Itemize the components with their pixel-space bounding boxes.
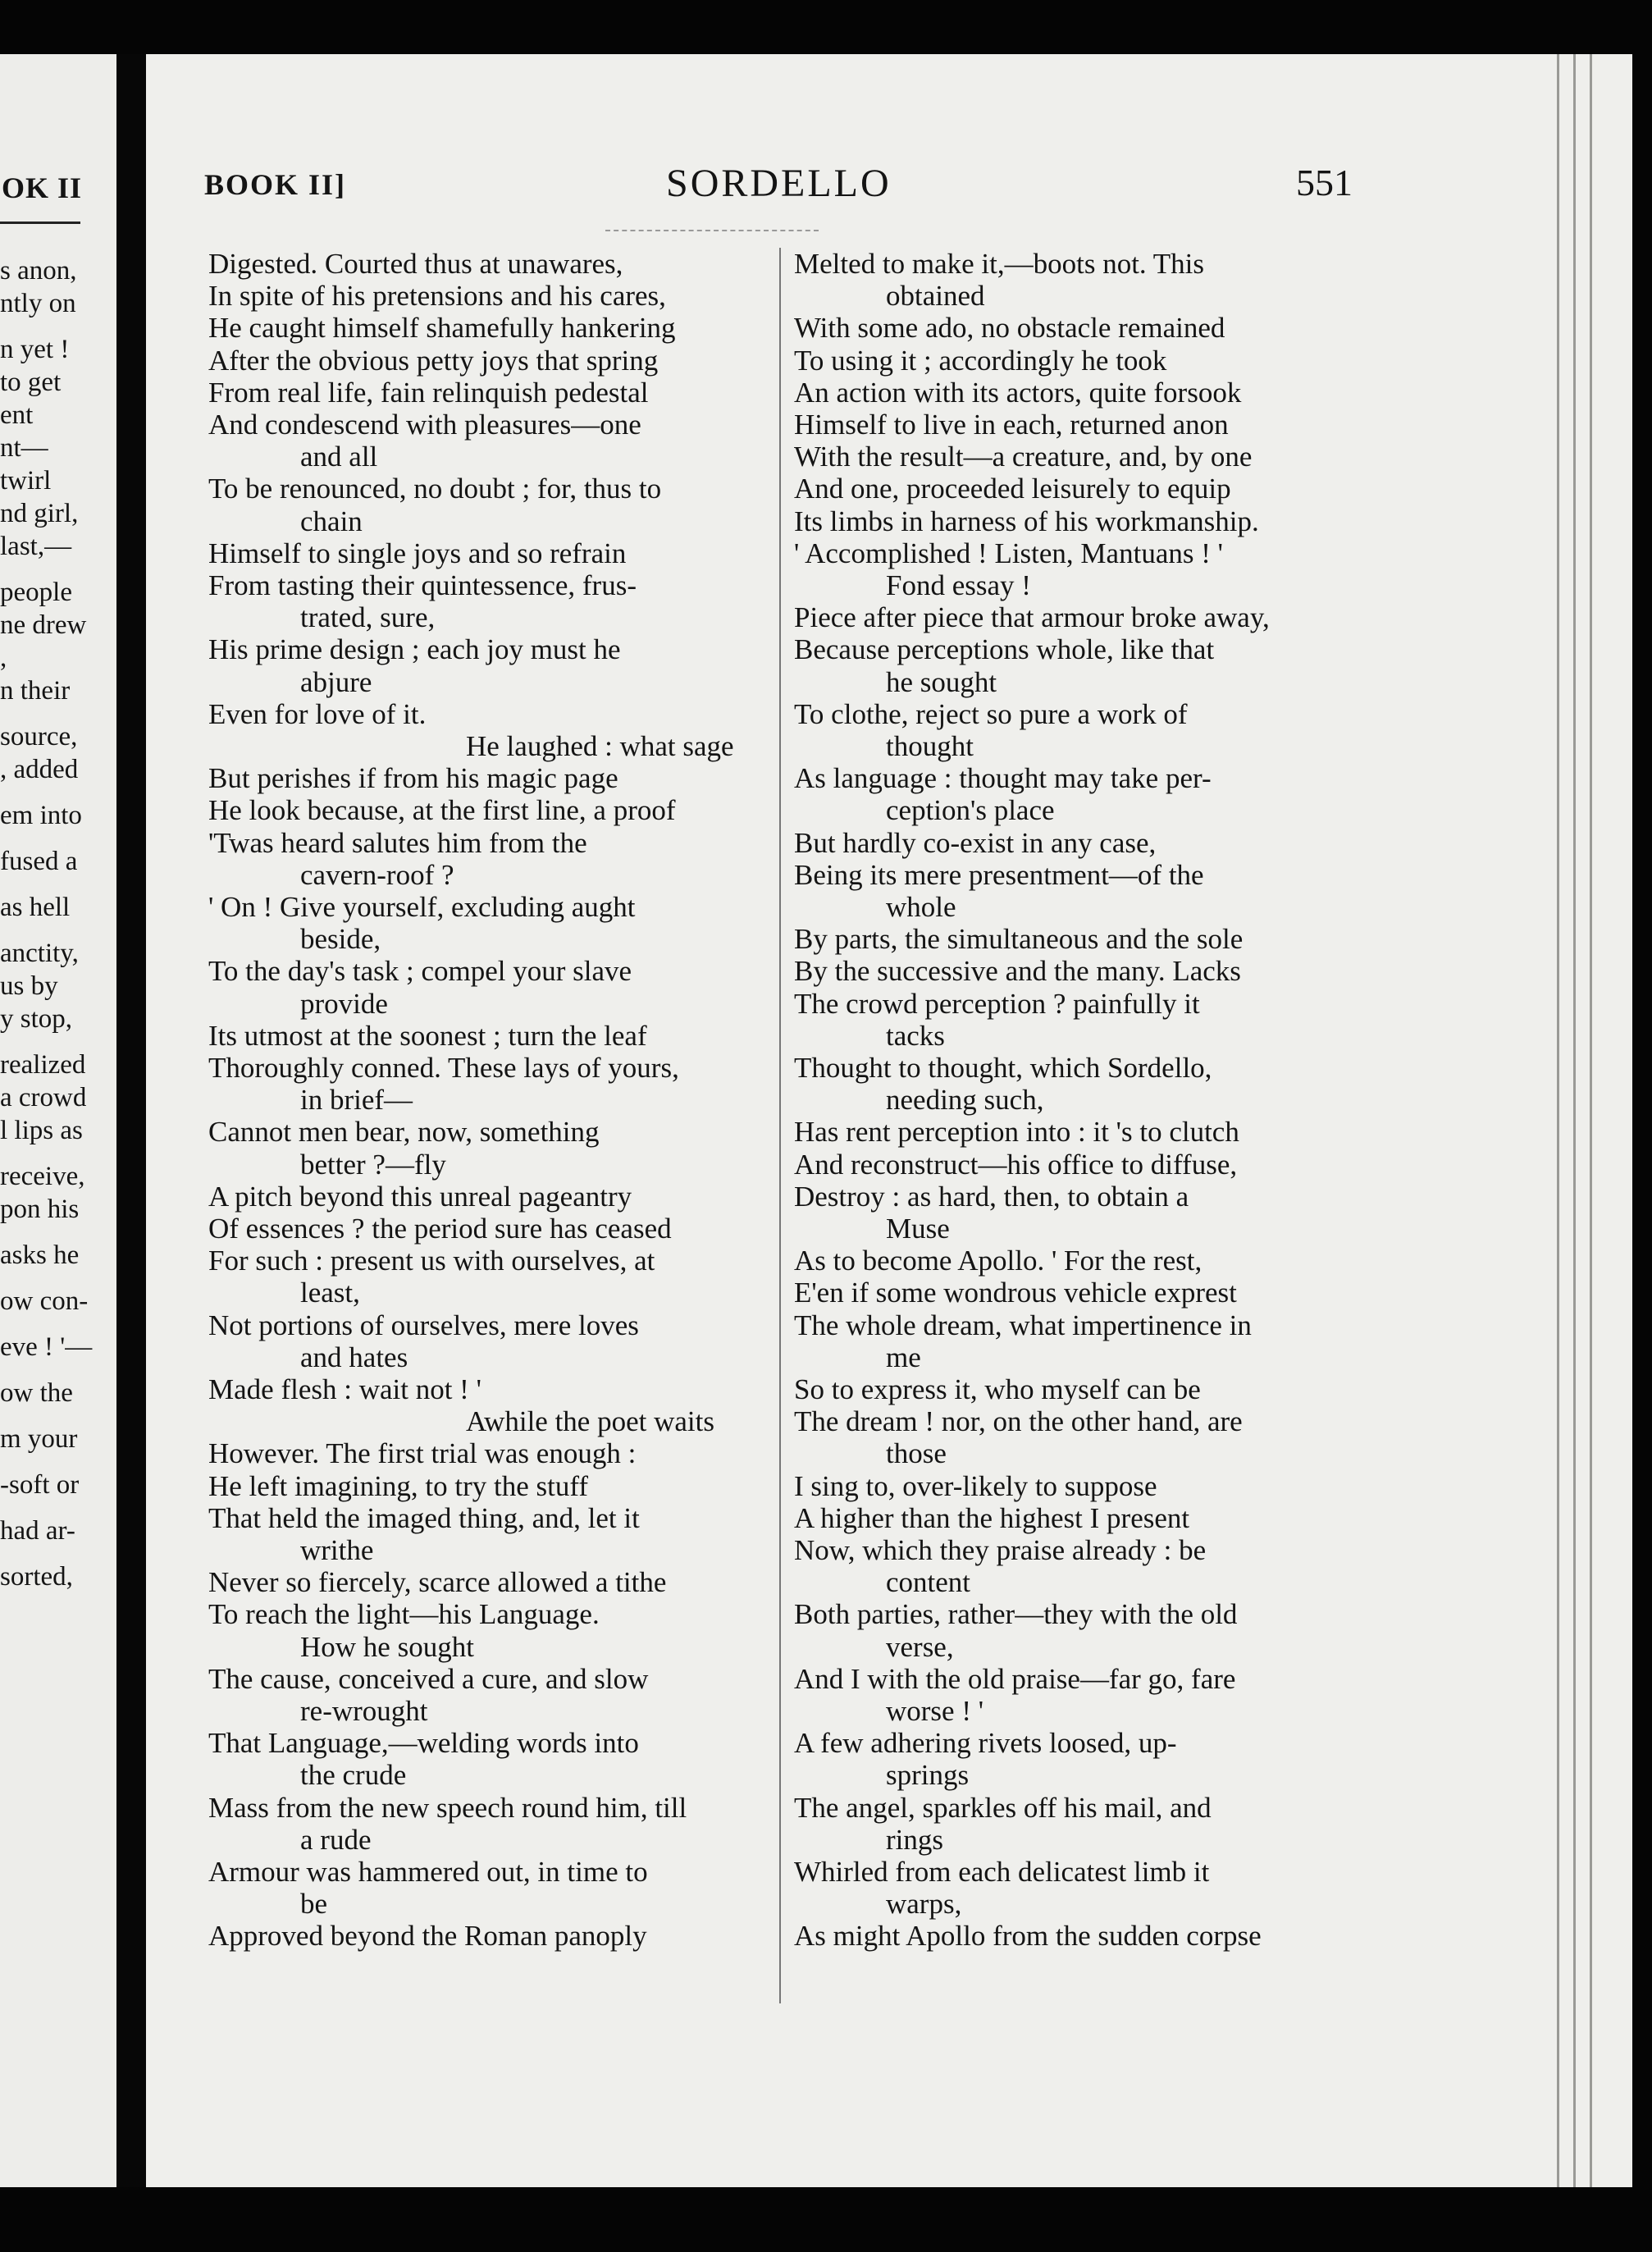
facing-page-line: asks he [0,1240,80,1270]
poem-line: He laughed : what sage [466,730,734,762]
poem-line: Not portions of ourselves, mere loves [208,1309,639,1341]
poem-line: Its limbs in harness of his workmanship. [794,505,1259,537]
poem-line: springs [886,1759,970,1792]
poem-line: he sought [886,665,997,698]
poem-line: Has rent perception into : it 's to clutch [794,1116,1239,1149]
poem-line: Fond essay ! [886,569,1031,601]
poem-line: That Language,—welding words into [208,1727,639,1760]
poem-line: Its utmost at the soonest ; turn the leaf [208,1019,647,1052]
poem-line: cavern-roof ? [300,858,454,891]
poem-line: Because perceptions whole, like that [794,633,1215,666]
facing-page-header: OK II [2,171,83,204]
poem-line: Cannot men bear, now, something [208,1116,600,1149]
poem-line: Melted to make it,—boots not. This [794,248,1205,280]
poem-line: obtained [886,280,985,313]
poem-line: By parts, the simultaneous and the sole [794,923,1244,956]
poem-line: Never so fiercely, scarce allowed a tithe [208,1566,667,1599]
poem-line: And condescend with pleasures—one [208,409,641,441]
facing-page-line: twirl [0,466,52,496]
facing-page-fragment [0,54,116,2187]
facing-page-line: nd girl, [0,499,79,528]
poem-line: worse ! ' [886,1695,984,1727]
facing-page-line: , added [0,755,79,784]
poem-line: For such : present us with ourselves, at [208,1245,655,1277]
poem-line: re-wrought [300,1695,428,1727]
poem-line: tacks [886,1019,945,1052]
facing-page-line: n their [0,676,71,706]
poem-line: rings [886,1823,943,1856]
poem-line: those [886,1437,947,1470]
poem-line: The dream ! nor, on the other hand, are [794,1405,1243,1438]
poem-line: A few adhering rivets loosed, up- [794,1727,1177,1760]
poem-line: Himself to single joys and so refrain [208,537,627,569]
poem-line: Thoroughly conned. These lays of yours, [208,1052,679,1084]
poem-line: 'Twas heard salutes him from the [208,826,587,859]
poem-line: ception's place [886,794,1055,827]
facing-page-line: y stop, [0,1004,73,1034]
poem-line: His prime design ; each joy must he [208,633,621,666]
poem-line: better ?—fly [300,1148,446,1181]
facing-page-rule [0,222,80,224]
book-page [146,54,1632,2187]
facing-page-line: eve ! '— [0,1332,93,1362]
poem-line: As to become Apollo. ' For the rest, [794,1245,1202,1277]
poem-line: I sing to, over-likely to suppose [794,1469,1157,1502]
poem-line: provide [300,987,388,1020]
facing-page-line: ent [0,400,34,430]
poem-line: But perishes if from his magic page [208,762,618,795]
facing-page-line: m your [0,1424,78,1454]
poem-line: Mass from the new speech round him, till [208,1791,687,1824]
running-header-title: SORDELLO [666,162,892,205]
poem-line: He caught himself shamefully hankering [208,312,676,345]
poem-line: Even for love of it. [208,697,427,730]
facing-page-line: as hell [0,893,71,922]
poem-line: Muse [886,1213,950,1245]
poem-line: With some ado, no obstacle remained [794,312,1225,345]
facing-page-line: ow the [0,1378,73,1408]
poem-line: in brief— [300,1084,413,1117]
poem-line: chain [300,505,363,537]
facing-page-line: n yet ! [0,335,70,364]
poem-line: And reconstruct—his office to diffuse, [794,1148,1238,1181]
poem-line: Whirled from each delicatest limb it [794,1856,1210,1888]
poem-line: be [300,1888,328,1921]
poem-line: To be renounced, no doubt ; for, thus to [208,473,662,505]
poem-line: Armour was hammered out, in time to [208,1856,648,1888]
poem-line: A pitch beyond this unreal pageantry [208,1180,632,1213]
facing-page-line: s anon, [0,256,77,285]
poem-line: and all [300,441,378,473]
poem-line: me [886,1341,921,1373]
page-edge-line [1573,54,1576,2187]
poem-line: After the obvious petty joys that spring [208,344,659,377]
poem-line: trated, sure, [300,601,436,634]
facing-page-line: had ar- [0,1516,75,1546]
poem-line: Thought to thought, which Sordello, [794,1052,1212,1084]
poem-line: Digested. Courted thus at unawares, [208,248,623,280]
facing-page-line: receive, [0,1162,85,1191]
poem-line: As might Apollo from the sudden corpse [794,1920,1262,1953]
facing-page-line: em into [0,801,82,830]
poem-line: As language : thought may take per- [794,762,1212,795]
facing-page-line: l lips as [0,1116,83,1145]
facing-page-line: source, [0,722,78,751]
poem-line: Both parties, rather—they with the old [794,1598,1238,1631]
header-rule [605,230,819,231]
facing-page-line: last,— [0,532,72,561]
poem-line: How he sought [300,1630,474,1663]
poem-line: Awhile the poet waits [466,1405,714,1438]
poem-line: abjure [300,665,372,698]
poem-line: ' Accomplished ! Listen, Mantuans ! ' [794,537,1223,569]
page-edge-line [1590,54,1592,2187]
facing-page-line: , [0,643,7,673]
poem-line: warps, [886,1888,962,1921]
facing-page-line: people [0,578,72,607]
facing-page-line: a crowd [0,1083,87,1112]
facing-page-line: ow con- [0,1286,89,1316]
facing-page-line: ne drew [0,610,87,640]
poem-line: A higher than the highest I present [794,1501,1190,1534]
poem-line: But hardly co-exist in any case, [794,826,1157,859]
poem-line: The whole dream, what impertinence in [794,1309,1252,1341]
poem-line: With the result—a creature, and, by one [794,441,1253,473]
poem-line: content [886,1566,971,1599]
poem-line: That held the imaged thing, and, let it [208,1501,640,1534]
poem-line: least, [300,1277,360,1309]
facing-page-line: nt— [0,433,48,463]
poem-line: However. The first trial was enough : [208,1437,637,1470]
poem-line: From real life, fain relinquish pedestal [208,376,649,409]
poem-line: He look because, at the first line, a proof [208,794,676,827]
poem-line: a rude [300,1823,372,1856]
poem-line: writhe [300,1534,374,1566]
poem-line: Made flesh : wait not ! ' [208,1373,481,1405]
poem-line: needing such, [886,1084,1044,1117]
poem-line: He left imagining, to try the stuff [208,1469,589,1502]
page-edge-line [1557,54,1559,2187]
poem-line: Approved beyond the Roman panoply [208,1920,647,1953]
poem-line: The angel, sparkles off his mail, and [794,1791,1212,1824]
poem-line: To reach the light—his Language. [208,1598,600,1631]
poem-line: thought [886,730,974,762]
running-header-section: BOOK II] [204,168,347,201]
page-number: 551 [1296,162,1353,203]
poem-line: Of essences ? the period sure has ceased [208,1213,672,1245]
poem-line: verse, [886,1630,954,1663]
facing-page-line: -soft or [0,1470,80,1500]
poem-line: and hates [300,1341,408,1373]
poem-line: In spite of his pretensions and his cares, [208,280,666,313]
facing-page-line: realized [0,1050,86,1080]
poem-line: the crude [300,1759,407,1792]
poem-line: Destroy : as hard, then, to obtain a [794,1180,1189,1213]
poem-line: By the successive and the many. Lacks [794,955,1241,988]
poem-line: The cause, conceived a cure, and slow [208,1662,649,1695]
facing-page-line: fused a [0,847,78,876]
poem-line: So to express it, who myself can be [794,1373,1201,1405]
facing-page-line: ntly on [0,289,76,318]
poem-line: Being its mere presentment—of the [794,858,1204,891]
column-divider [779,248,781,2003]
poem-line: ' On ! Give yourself, excluding aught [208,891,636,923]
facing-page-line: sorted, [0,1562,73,1592]
poem-line: Himself to live in each, returned anon [794,409,1229,441]
poem-line: Piece after piece that armour broke away, [794,601,1270,634]
poem-line: To the day's task ; compel your slave [208,955,632,988]
facing-page-line: to get [0,368,62,397]
poem-line: Now, which they praise already : be [794,1534,1207,1566]
poem-line: E'en if some wondrous vehicle exprest [794,1277,1237,1309]
poem-line: whole [886,891,956,923]
facing-page-line: us by [0,971,58,1001]
poem-line: And one, proceeded leisurely to equip [794,473,1231,505]
facing-page-line: anctity, [0,939,79,968]
poem-line: An action with its actors, quite forsook [794,376,1242,409]
poem-line: To using it ; accordingly he took [794,344,1167,377]
poem-line: And I with the old praise—far go, fare [794,1662,1236,1695]
poem-line: The crowd perception ? painfully it [794,987,1200,1020]
facing-page-line: pon his [0,1195,80,1224]
poem-line: To clothe, reject so pure a work of [794,697,1188,730]
poem-line: beside, [300,923,381,956]
book-gutter [116,54,146,2187]
poem-line: From tasting their quintessence, frus- [208,569,637,601]
